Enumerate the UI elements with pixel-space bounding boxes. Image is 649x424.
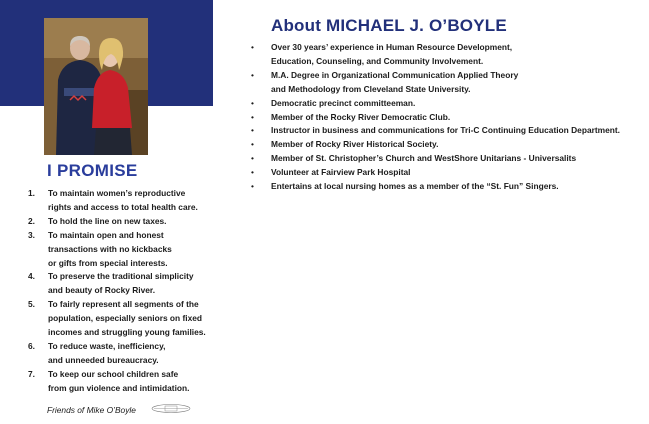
promise-item-number: 6. [28,340,35,351]
union-bug-icon [151,404,191,413]
about-item [248,180,643,194]
bullet-icon: • [251,181,254,192]
promise-item-text: To keep our school children safe from gun violence and intimidation. [48,368,190,393]
promise-item-number: 2. [28,215,35,226]
promise-item-number: 7. [28,368,35,379]
about-list [248,41,643,194]
promise-item-number: 5. [28,299,35,310]
promise-item-text: To maintain open and honest transactions with no kickbacks or gifts from special interests. [48,229,172,268]
promise-item [28,298,218,340]
promise-item [28,340,218,368]
promise-item [28,270,218,298]
promise-item-text: To maintain women’s reproductive rights and access to total health care. [48,188,198,212]
promise-heading: I PROMISE [47,161,138,180]
about-item [248,138,643,152]
promise-item [28,368,218,396]
bullet-icon: • [251,125,254,136]
about-item-text: Democratic precinct committeeman. [271,97,416,108]
about-item [248,111,643,125]
bullet-icon: • [251,97,254,108]
candidate-photo [44,18,148,155]
about-item-text: M.A. Degree in Organizational Communication Applied Theory and Methodology from Cleveland State University. [271,69,519,94]
bullet-icon: • [251,153,254,164]
bullet-icon: • [251,139,254,150]
about-item-text: Member of St. Christopher’s Church and WestShore Unitarians - Universalits [271,153,577,164]
promise-item-number: 1. [28,188,35,198]
promise-item [28,187,218,215]
bullet-icon: • [251,42,254,52]
bullet-icon: • [251,167,254,178]
promise-item-number: 4. [28,271,35,282]
bullet-icon: • [251,69,254,80]
about-item [248,97,643,111]
couple-photo-illustration [44,18,148,155]
about-item [248,69,643,97]
about-item-text: Entertains at local nursing homes as a member of the “St. Fun” Singers. [271,181,559,192]
bullet-icon: • [251,111,254,122]
about-item [248,166,643,180]
about-item-text: Over 30 years’ experience in Human Resource Development, Education, Counseling, and Community Involvement. [271,42,513,66]
promise-item-text: To preserve the traditional simplicity and beauty of Rocky River. [48,271,194,296]
about-item-text: Member of the Rocky River Democratic Club. [271,111,451,122]
about-item-text: Volunteer at Fairview Park Hospital [271,167,411,178]
promise-list [28,187,218,396]
promise-item-number: 3. [28,229,35,240]
promise-item-text: To reduce waste, inefficiency, and unneeded bureaucracy. [48,340,166,365]
promise-item [28,215,218,229]
about-item-text: Member of Rocky River Historical Society. [271,139,439,150]
promise-item-text: To fairly represent all segments of the population, especially seniors on fixed incomes and struggling young families. [48,299,206,338]
promise-item [28,229,218,271]
paid-for-by-footer: Friends of Mike O’Boyle [47,405,136,415]
about-item [248,124,643,138]
about-item [248,41,643,69]
about-item-text: Instructor in business and communications for Tri-C Continuing Education Department. [271,125,620,136]
about-item [248,152,643,166]
promise-item-text: To hold the line on new taxes. [48,215,167,226]
about-heading: About MICHAEL J. O’BOYLE [271,16,507,35]
